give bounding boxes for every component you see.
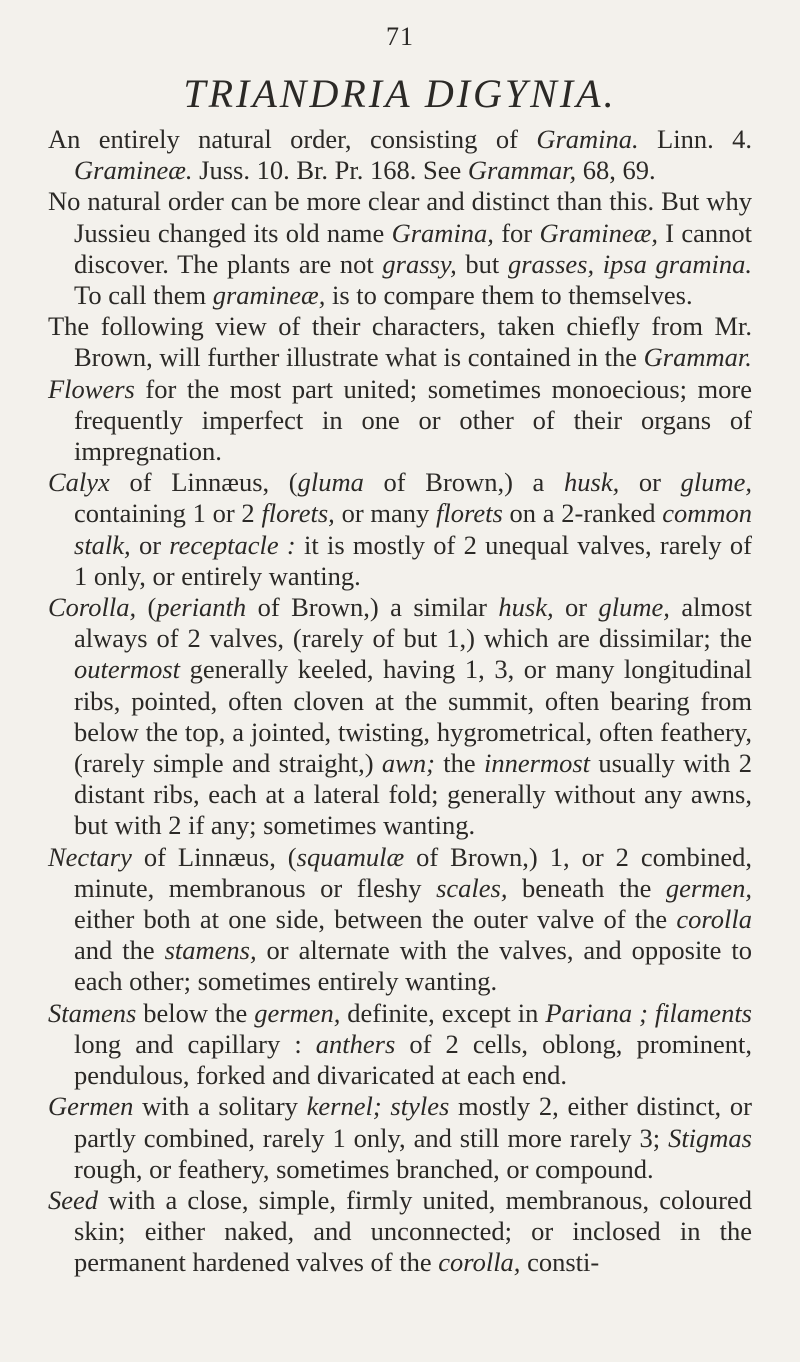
text-run: with a close, simple, firmly united, membranous, coloured skin; either naked, and unconnected; or inclosed in the permanent hardened valves of the xyxy=(74,1184,752,1278)
paragraph xyxy=(48,1185,752,1279)
italic-text-run: Germen xyxy=(48,1091,134,1122)
italic-text-run: florets, xyxy=(261,498,335,529)
text-run: rough, or feathery, sometimes branched, or compound. xyxy=(74,1153,654,1184)
text-run: on a 2-ranked xyxy=(502,498,663,529)
italic-text-run: Grammar, xyxy=(467,155,577,186)
italic-text-run: germen, xyxy=(665,872,752,903)
text-run: containing 1 or 2 xyxy=(74,498,262,529)
text-run: or xyxy=(130,529,170,560)
text-run: of Brown,) a xyxy=(363,467,564,498)
text-run: with a solitary xyxy=(133,1091,307,1122)
italic-text-run: stamens, xyxy=(164,935,257,966)
text-run: usually with 2 distant ribs, each at a lateral fold; generally without any awns, but with 2 if any; sometimes wanting. xyxy=(74,748,752,841)
text-run: The following view of their characters, taken chiefly from Mr. Brown, will further illustrate what is contained in the xyxy=(48,311,752,373)
text-run: and the xyxy=(74,935,165,966)
italic-text-run: Nectary xyxy=(48,841,132,872)
text-run: An entirely natural order, consisting of xyxy=(48,124,537,154)
paragraph xyxy=(48,186,752,311)
running-head: TRIANDRIA DIGYNIA. xyxy=(183,71,617,116)
text-run: is to compare them to themselves. xyxy=(325,280,693,311)
text-run: of Linnæus, ( xyxy=(109,467,298,498)
text-run: or many xyxy=(334,498,437,529)
text-run: either both at one side, between the outer valve of the xyxy=(74,904,677,935)
paragraph xyxy=(48,124,752,186)
text-run: for xyxy=(493,217,540,248)
text-run: for the most part united; sometimes monoecious; more frequently imperfect in one or other of their organs of impregnation. xyxy=(74,373,752,467)
italic-text-run: Calyx xyxy=(48,467,110,498)
text-run: No natural order can be more clear and distinct than this. But why Jussieu changed its old name xyxy=(48,186,752,248)
body-text xyxy=(48,124,752,1279)
italic-text-run: kernel; styles xyxy=(306,1091,450,1122)
italic-text-run: gluma xyxy=(297,467,364,498)
italic-text-run: Gramineæ, xyxy=(539,217,658,248)
italic-text-run: Gramina. xyxy=(536,124,639,154)
text-run: of Brown,) 1, or 2 combined, minute, membranous or fleshy xyxy=(74,841,752,903)
text-run: I cannot discover. The plants are not xyxy=(74,217,753,279)
italic-text-run: Gramina, xyxy=(391,217,494,248)
page-number: 71 xyxy=(386,22,414,51)
text-run: or xyxy=(553,592,599,623)
paragraph xyxy=(48,311,752,373)
text-run: 68, 69. xyxy=(576,155,656,186)
italic-text-run: glume, xyxy=(598,592,670,623)
paragraph xyxy=(48,998,752,1092)
italic-text-run: Flowers xyxy=(48,373,135,404)
italic-text-run: receptacle : xyxy=(169,529,296,560)
text-run: ( xyxy=(136,592,157,623)
italic-text-run: husk, xyxy=(498,592,554,623)
italic-text-run: Corolla, xyxy=(48,592,137,623)
text-run: long and capillary : xyxy=(74,1028,316,1059)
paragraph xyxy=(48,467,752,592)
text-run: below the xyxy=(136,997,255,1028)
italic-text-run: Gramineæ. xyxy=(74,155,193,186)
italic-text-run: anthers xyxy=(315,1028,396,1059)
italic-text-run: Pariana ; filaments xyxy=(545,997,752,1028)
italic-text-run: florets xyxy=(436,498,503,529)
italic-text-run: common stalk, xyxy=(74,498,752,560)
italic-text-run: Stigmas xyxy=(668,1122,752,1153)
text-run: but xyxy=(456,248,508,279)
text-run: it is mostly of 2 unequal valves, rarely of 1 only, or entirely wanting. xyxy=(74,529,752,591)
text-run: Linn. 4. xyxy=(638,124,752,154)
italic-text-run: corolla, xyxy=(438,1247,521,1278)
italic-text-run: Seed xyxy=(48,1184,99,1215)
text-run: the xyxy=(434,748,484,779)
text-run: generally keeled, having 1, 3, or many longitudinal ribs, pointed, often cloven at the summit, often bearing from below the top, a jointed, twisting, hygrometrical, often feathery, (rarely simple and straight,) xyxy=(74,654,752,779)
italic-text-run: grasses, ipsa gramina. xyxy=(507,248,752,279)
italic-text-run: gramineæ, xyxy=(212,280,326,311)
italic-text-run: germen, xyxy=(254,997,341,1028)
text-run: definite, except in xyxy=(340,997,546,1028)
text-run: of 2 cells, oblong, prominent, pendulous, forked and divaricated at each end. xyxy=(74,1028,752,1091)
text-run: beneath the xyxy=(507,872,666,903)
text-run: or alternate with the valves, and opposite to each other; sometimes entirely wanting. xyxy=(74,935,752,997)
italic-text-run: squamulæ xyxy=(296,841,405,872)
text-run: or xyxy=(619,467,681,498)
italic-text-run: awn; xyxy=(381,748,435,779)
paragraph xyxy=(48,1091,752,1185)
paragraph xyxy=(48,842,752,998)
text-run: almost always of 2 valves, (rarely of but 1,) which are dissimilar; the xyxy=(74,592,752,654)
italic-text-run: scales, xyxy=(436,872,508,903)
italic-text-run: outermost xyxy=(74,654,180,685)
italic-text-run: Stamens xyxy=(48,997,137,1028)
text-run: of Brown,) a similar xyxy=(246,592,499,623)
italic-text-run: Grammar. xyxy=(643,342,752,373)
italic-text-run: husk, xyxy=(564,467,620,498)
italic-text-run: perianth xyxy=(156,592,247,623)
text-run: To call them xyxy=(74,280,213,311)
text-run: consti- xyxy=(520,1247,600,1278)
paragraph xyxy=(48,374,752,468)
paragraph xyxy=(48,592,752,842)
italic-text-run: glume, xyxy=(680,467,753,498)
italic-text-run: innermost xyxy=(484,748,590,779)
italic-text-run: grassy, xyxy=(382,248,457,279)
italic-text-run: corolla xyxy=(676,904,752,935)
text-run: mostly 2, either distinct, or partly combined, rarely 1 only, and still more rarely 3; xyxy=(74,1091,752,1153)
text-run: of Linnæus, ( xyxy=(131,841,297,872)
text-run: Juss. 10. Br. Pr. 168. See xyxy=(192,155,468,186)
